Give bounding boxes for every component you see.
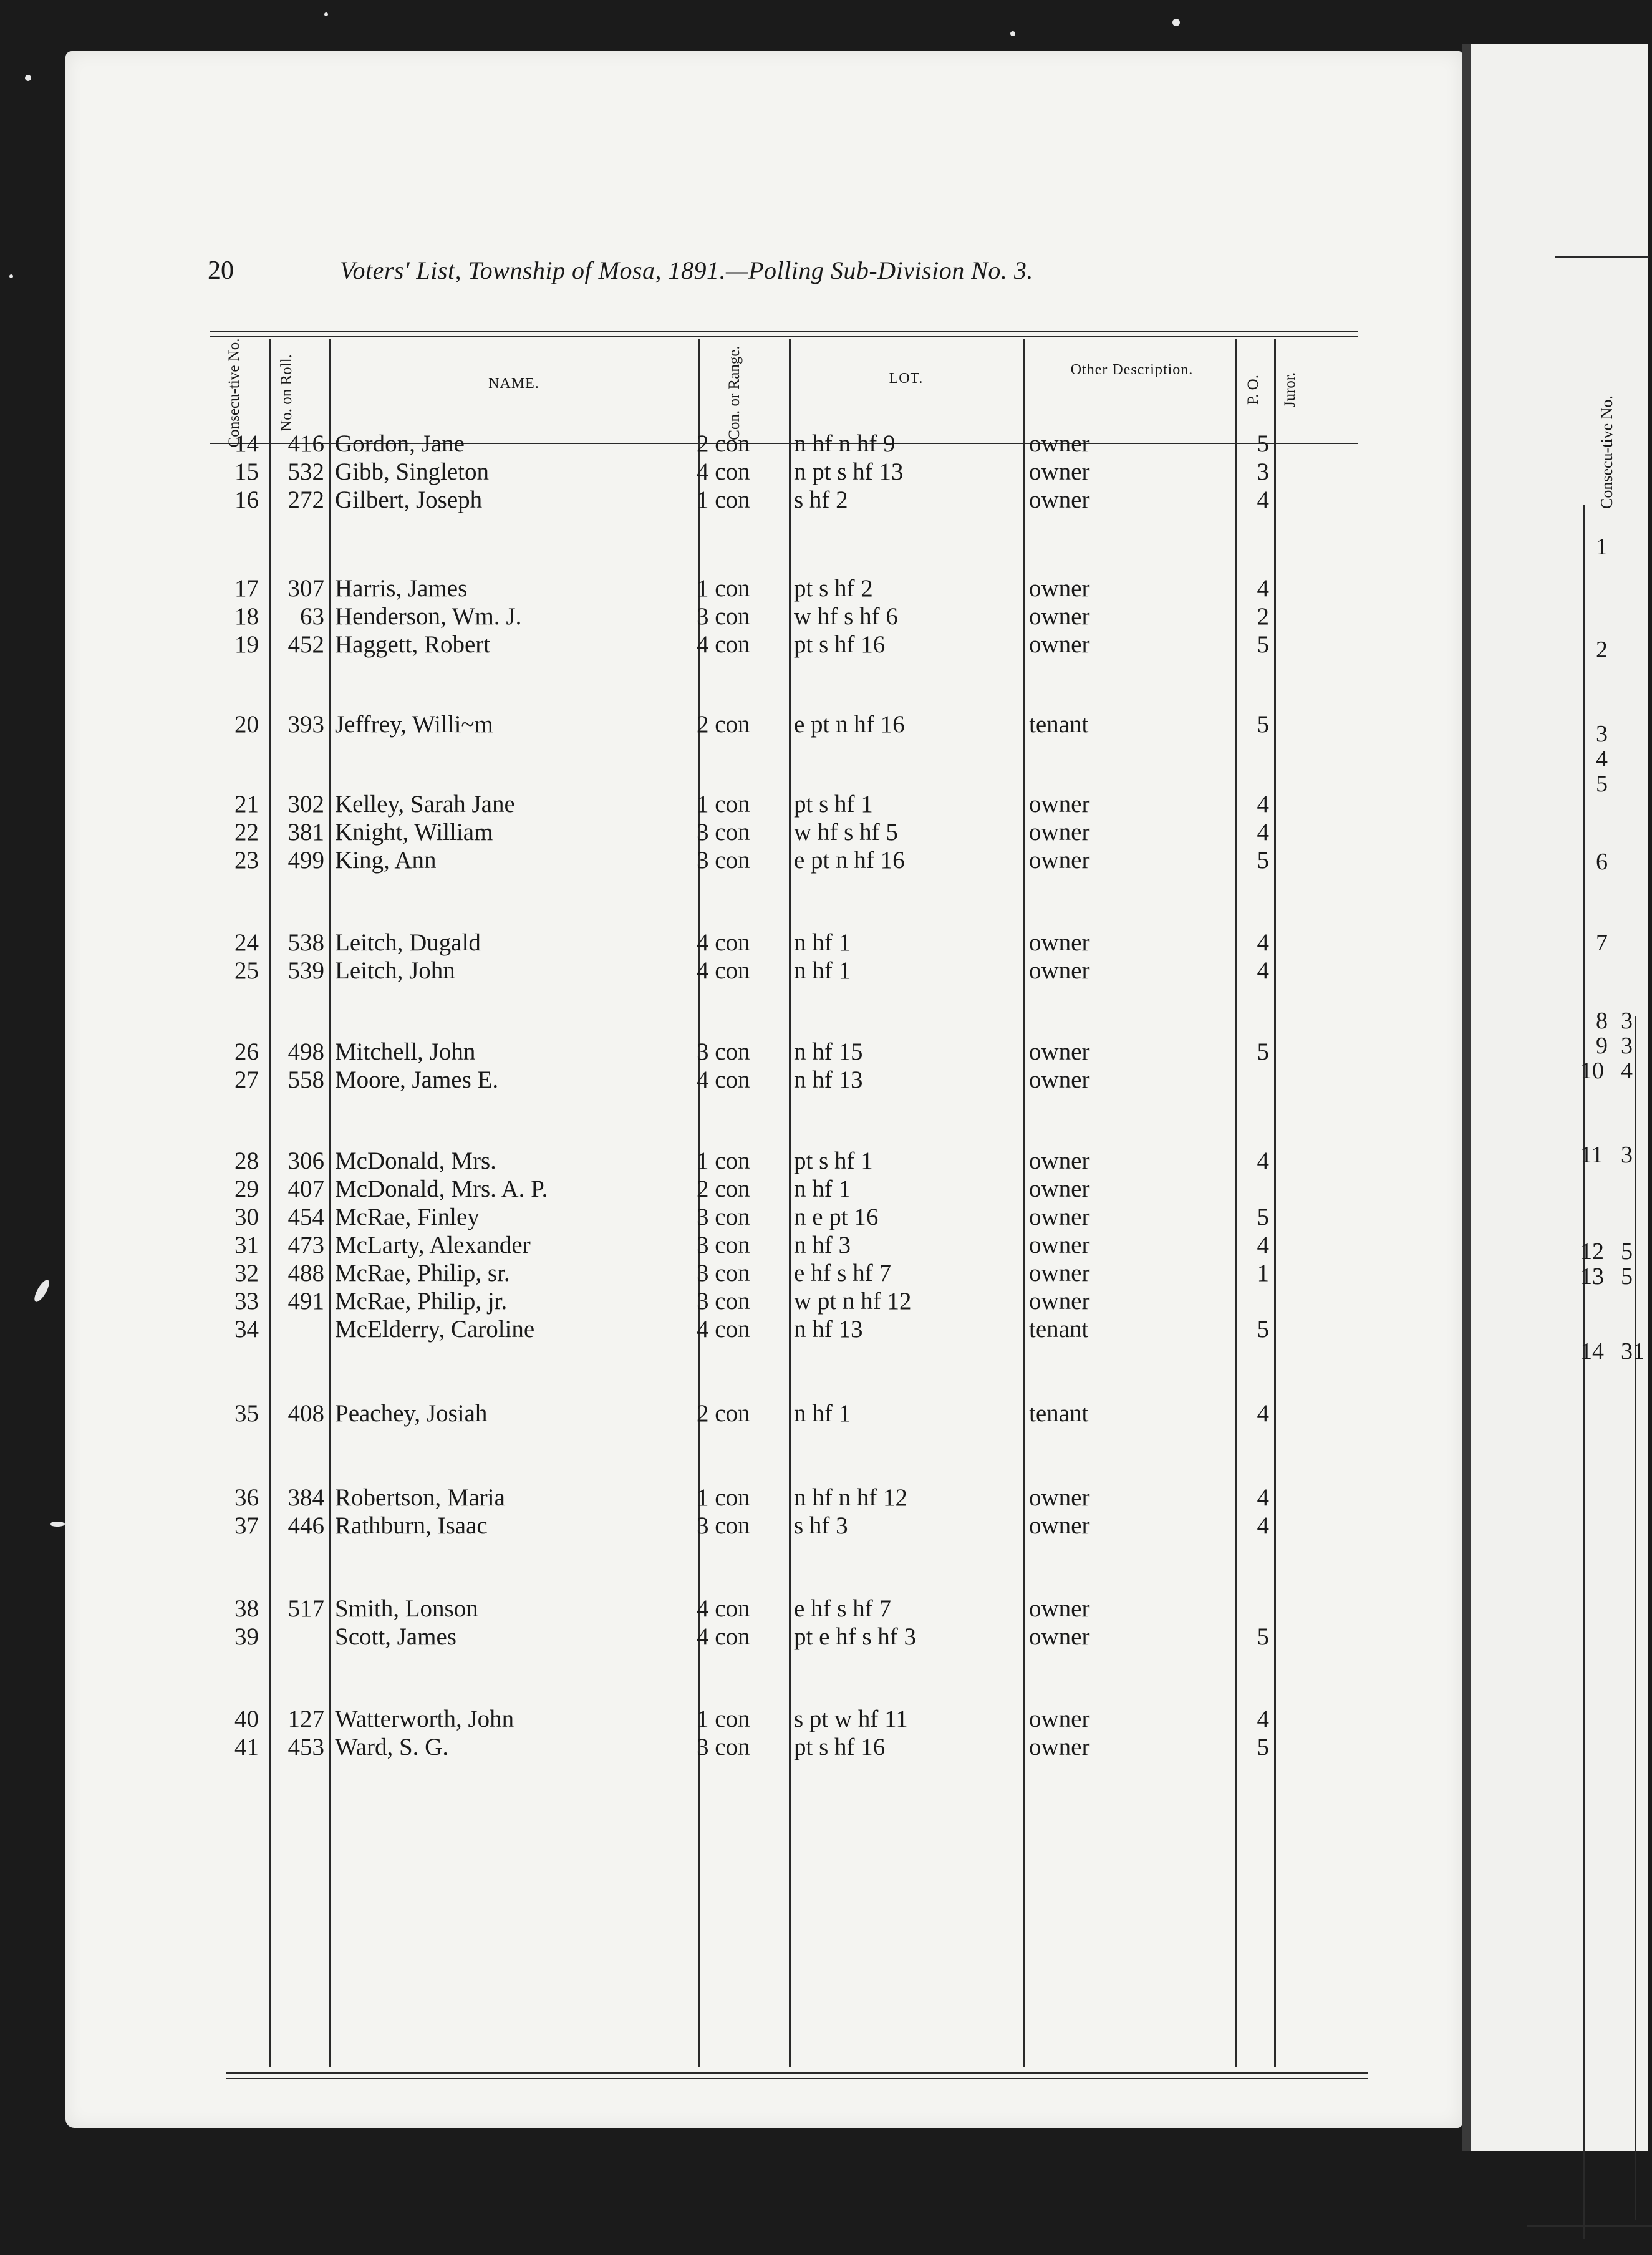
con-cell: 3 con [697, 1512, 750, 1539]
bottom-rule-2 [226, 2078, 1368, 2079]
consecutive-no-cell: 38 [234, 1595, 259, 1622]
table-row [65, 486, 1462, 514]
table-row [65, 1706, 1462, 1733]
roll-no-cell: 272 [287, 486, 324, 513]
name-cell: Henderson, Wm. J. [335, 603, 522, 630]
lot-cell: n hf n hf 9 [794, 430, 896, 457]
lot-cell: pt e hf s hf 3 [794, 1623, 917, 1650]
lot-cell: pt s hf 1 [794, 791, 873, 818]
description-cell: owner [1029, 1623, 1090, 1650]
right-roll-fragment: 3 [1621, 1008, 1633, 1034]
description-cell: owner [1029, 929, 1090, 956]
lot-cell: e pt n hf 16 [794, 847, 905, 874]
table-row [65, 1232, 1462, 1259]
name-cell: Rathburn, Isaac [335, 1512, 488, 1539]
name-cell: Gibb, Singleton [335, 458, 490, 485]
right-consecutive-no: 1 [1596, 534, 1608, 560]
table-row [65, 1512, 1462, 1540]
con-cell: 4 con [697, 458, 750, 485]
con-cell: 3 con [697, 1038, 750, 1065]
description-cell: owner [1029, 1484, 1090, 1511]
con-cell: 4 con [697, 631, 750, 658]
table-row [65, 1400, 1462, 1427]
name-cell: McRae, Philip, jr. [335, 1288, 508, 1315]
con-cell: 3 con [697, 1260, 750, 1287]
col-header-lot: LOT. [889, 370, 924, 387]
consecutive-no-cell: 26 [234, 1038, 259, 1065]
table-row [65, 847, 1462, 874]
con-cell: 1 con [697, 791, 750, 818]
post-office-cell: 5 [1257, 631, 1269, 658]
con-cell: 4 con [697, 1623, 750, 1650]
roll-no-cell: 532 [287, 458, 324, 485]
name-cell: Ward, S. G. [335, 1734, 449, 1760]
table-row [65, 929, 1462, 957]
page-title: Voters' List, Township of Mosa, 1891.—Polling Sub-Division No. 3. [340, 256, 1033, 284]
description-cell: owner [1029, 1260, 1090, 1287]
right-consecutive-no: 8 [1596, 1008, 1608, 1034]
roll-no-cell: 381 [287, 819, 324, 846]
name-cell: Moore, James E. [335, 1066, 499, 1093]
consecutive-no-cell: 31 [234, 1232, 259, 1258]
con-cell: 3 con [697, 847, 750, 874]
table-row [65, 430, 1462, 458]
consecutive-no-cell: 14 [234, 430, 259, 457]
lot-cell: s pt w hf 11 [794, 1706, 908, 1732]
description-cell: owner [1029, 1734, 1090, 1760]
con-cell: 3 con [697, 1288, 750, 1315]
consecutive-no-cell: 34 [234, 1316, 259, 1343]
lot-cell: pt s hf 1 [794, 1147, 873, 1174]
right-top-rule [1555, 256, 1649, 258]
description-cell: owner [1029, 575, 1090, 602]
right-consecutive-no: 11 [1580, 1142, 1603, 1168]
con-cell: 3 con [697, 819, 750, 846]
name-cell: Watterworth, John [335, 1706, 514, 1732]
description-cell: owner [1029, 1706, 1090, 1732]
right-roll-fragment: 4 [1621, 1058, 1633, 1084]
table-row [65, 1316, 1462, 1343]
name-cell: Gilbert, Joseph [335, 486, 483, 513]
description-cell: owner [1029, 957, 1090, 984]
table-row [65, 791, 1462, 818]
name-cell: McRae, Philip, sr. [335, 1260, 510, 1287]
lot-cell: s hf 3 [794, 1512, 848, 1539]
post-office-cell: 5 [1257, 1316, 1269, 1343]
right-roll-fragment: 3 [1621, 1142, 1633, 1168]
right-col-header: Consecu-tive No. [1598, 395, 1616, 509]
post-office-cell: 4 [1257, 819, 1269, 846]
col-header-other-description: Other Description. [1070, 362, 1194, 378]
lot-cell: n hf 3 [794, 1232, 851, 1258]
page-number: 20 [208, 256, 234, 285]
table-row [65, 1595, 1462, 1623]
lot-cell: w hf s hf 6 [794, 603, 898, 630]
table-row [65, 575, 1462, 602]
consecutive-no-cell: 29 [234, 1176, 259, 1202]
lot-cell: w hf s hf 5 [794, 819, 898, 846]
right-consecutive-no: 13 [1580, 1263, 1604, 1290]
name-cell: Robertson, Maria [335, 1484, 505, 1511]
right-consecutive-no: 10 [1580, 1058, 1604, 1084]
con-cell: 3 con [697, 1734, 750, 1760]
right-roll-fragment: 31 [1621, 1338, 1645, 1364]
description-cell: owner [1029, 1595, 1090, 1622]
col-header-juror: Juror. [1282, 372, 1298, 408]
post-office-cell: 4 [1257, 1147, 1269, 1174]
con-cell: 3 con [697, 1232, 750, 1258]
con-cell: 3 con [697, 1204, 750, 1230]
con-cell: 4 con [697, 929, 750, 956]
right-consecutive-no: 12 [1580, 1239, 1604, 1265]
consecutive-no-cell: 17 [234, 575, 259, 602]
lot-cell: pt s hf 2 [794, 575, 873, 602]
name-cell: Scott, James [335, 1623, 456, 1650]
roll-no-cell: 491 [287, 1288, 324, 1315]
name-cell: Smith, Lonson [335, 1595, 478, 1622]
consecutive-no-cell: 21 [234, 791, 259, 818]
col-header-po: P. O. [1245, 375, 1262, 405]
roll-no-cell: 302 [287, 791, 324, 818]
bottom-rule [226, 2072, 1368, 2074]
con-cell: 4 con [697, 1066, 750, 1093]
roll-no-cell: 63 [300, 603, 324, 630]
right-roll-fragment: 5 [1621, 1239, 1633, 1265]
description-cell: owner [1029, 603, 1090, 630]
con-cell: 3 con [697, 603, 750, 630]
table-row [65, 957, 1462, 985]
consecutive-no-cell: 16 [234, 486, 259, 513]
con-cell: 1 con [697, 1147, 750, 1174]
description-cell: owner [1029, 791, 1090, 818]
table-row [65, 1734, 1462, 1761]
right-consecutive-no: 5 [1596, 771, 1608, 797]
right-roll-fragment: 5 [1621, 1263, 1633, 1290]
name-cell: McElderry, Caroline [335, 1316, 535, 1343]
con-cell: 4 con [697, 1316, 750, 1343]
description-cell: owner [1029, 847, 1090, 874]
description-cell: owner [1029, 430, 1090, 457]
roll-no-cell: 407 [287, 1176, 324, 1202]
post-office-cell: 3 [1257, 458, 1269, 485]
post-office-cell: 5 [1257, 1734, 1269, 1760]
description-cell: owner [1029, 1038, 1090, 1065]
roll-no-cell: 538 [287, 929, 324, 956]
consecutive-no-cell: 24 [234, 929, 259, 956]
roll-no-cell: 498 [287, 1038, 324, 1065]
roll-no-cell: 384 [287, 1484, 324, 1511]
description-cell: owner [1029, 1232, 1090, 1258]
roll-no-cell: 306 [287, 1147, 324, 1174]
lot-cell: n hf 13 [794, 1066, 863, 1093]
right-col-divider-2 [1635, 1016, 1636, 2220]
name-cell: Leitch, John [335, 957, 455, 984]
lot-cell: e pt n hf 16 [794, 711, 905, 738]
con-cell: 2 con [697, 1176, 750, 1202]
consecutive-no-cell: 15 [234, 458, 259, 485]
name-cell: Harris, James [335, 575, 468, 602]
post-office-cell: 5 [1257, 1204, 1269, 1230]
consecutive-no-cell: 27 [234, 1066, 259, 1093]
con-cell: 1 con [697, 575, 750, 602]
lot-cell: n hf 13 [794, 1316, 863, 1343]
consecutive-no-cell: 25 [234, 957, 259, 984]
page-header [65, 256, 1462, 293]
consecutive-no-cell: 19 [234, 631, 259, 658]
post-office-cell: 2 [1257, 603, 1269, 630]
post-office-cell: 5 [1257, 847, 1269, 874]
table-row [65, 819, 1462, 846]
roll-no-cell: 452 [287, 631, 324, 658]
roll-no-cell: 558 [287, 1066, 324, 1093]
consecutive-no-cell: 40 [234, 1706, 259, 1732]
con-cell: 1 con [697, 486, 750, 513]
table-row [65, 1204, 1462, 1231]
consecutive-no-cell: 36 [234, 1484, 259, 1511]
roll-no-cell: 127 [287, 1706, 324, 1732]
description-cell: owner [1029, 458, 1090, 485]
col-header-con: Con. or Range. [726, 345, 743, 440]
lot-cell: e hf s hf 7 [794, 1260, 891, 1287]
table-row [65, 1623, 1462, 1651]
con-cell: 2 con [697, 711, 750, 738]
post-office-cell: 4 [1257, 791, 1269, 818]
description-cell: owner [1029, 486, 1090, 513]
col-header-roll: No. on Roll. [278, 354, 295, 432]
post-office-cell: 5 [1257, 1038, 1269, 1065]
roll-no-cell: 473 [287, 1232, 324, 1258]
lot-cell: pt s hf 16 [794, 631, 886, 658]
name-cell: Kelley, Sarah Jane [335, 791, 515, 818]
con-cell: 1 con [697, 1706, 750, 1732]
description-cell: owner [1029, 819, 1090, 846]
description-cell: owner [1029, 631, 1090, 658]
consecutive-no-cell: 23 [234, 847, 259, 874]
name-cell: Leitch, Dugald [335, 929, 481, 956]
consecutive-no-cell: 41 [234, 1734, 259, 1760]
name-cell: Mitchell, John [335, 1038, 476, 1065]
table-row [65, 1176, 1462, 1203]
lot-cell: pt s hf 16 [794, 1734, 886, 1760]
name-cell: Knight, William [335, 819, 493, 846]
roll-no-cell: 416 [287, 430, 324, 457]
roll-no-cell: 517 [287, 1595, 324, 1622]
lot-cell: n hf 15 [794, 1038, 863, 1065]
con-cell: 2 con [697, 430, 750, 457]
post-office-cell: 4 [1257, 1512, 1269, 1539]
col-header-consecutive: Consecu-tive No. [226, 338, 243, 448]
name-cell: Jeffrey, Willi~m [335, 711, 493, 738]
post-office-cell: 4 [1257, 575, 1269, 602]
right-consecutive-no: 6 [1596, 849, 1608, 875]
name-cell: Haggett, Robert [335, 631, 491, 658]
table-row [65, 631, 1462, 659]
table-row [65, 603, 1462, 630]
consecutive-no-cell: 32 [234, 1260, 259, 1287]
lot-cell: n hf 1 [794, 1400, 851, 1427]
consecutive-no-cell: 39 [234, 1623, 259, 1650]
right-col-divider [1583, 505, 1585, 2239]
roll-no-cell: 408 [287, 1400, 324, 1427]
consecutive-no-cell: 28 [234, 1147, 259, 1174]
consecutive-no-cell: 30 [234, 1204, 259, 1230]
name-cell: McDonald, Mrs. A. P. [335, 1176, 548, 1202]
description-cell: owner [1029, 1512, 1090, 1539]
lot-cell: n hf n hf 12 [794, 1484, 907, 1511]
table-row [65, 1260, 1462, 1287]
roll-no-cell: 488 [287, 1260, 324, 1287]
right-page-fragment [1462, 44, 1648, 2151]
consecutive-no-cell: 20 [234, 711, 259, 738]
consecutive-no-cell: 22 [234, 819, 259, 846]
consecutive-no-cell: 18 [234, 603, 259, 630]
left-page [65, 51, 1462, 2128]
consecutive-no-cell: 33 [234, 1288, 259, 1315]
lot-cell: e hf s hf 7 [794, 1595, 891, 1622]
right-consecutive-no: 3 [1596, 721, 1608, 747]
roll-no-cell: 307 [287, 575, 324, 602]
con-cell: 1 con [697, 1484, 750, 1511]
post-office-cell: 4 [1257, 1706, 1269, 1732]
roll-no-cell: 453 [287, 1734, 324, 1760]
lot-cell: n hf 1 [794, 929, 851, 956]
consecutive-no-cell: 37 [234, 1512, 259, 1539]
table-row [65, 711, 1462, 738]
table-row [65, 458, 1462, 486]
name-cell: McLarty, Alexander [335, 1232, 531, 1258]
post-office-cell: 1 [1257, 1260, 1269, 1287]
post-office-cell: 5 [1257, 1623, 1269, 1650]
right-consecutive-no: 14 [1580, 1338, 1604, 1364]
lot-cell: n hf 1 [794, 1176, 851, 1202]
lot-cell: n pt s hf 13 [794, 458, 904, 485]
lot-cell: s hf 2 [794, 486, 848, 513]
description-cell: tenant [1029, 711, 1089, 738]
lot-cell: n e pt 16 [794, 1204, 879, 1230]
post-office-cell: 4 [1257, 1232, 1269, 1258]
right-consecutive-no: 4 [1596, 746, 1608, 772]
roll-no-cell: 454 [287, 1204, 324, 1230]
right-roll-fragment: 3 [1621, 1033, 1633, 1059]
roll-no-cell: 499 [287, 847, 324, 874]
description-cell: owner [1029, 1288, 1090, 1315]
post-office-cell: 4 [1257, 957, 1269, 984]
name-cell: McDonald, Mrs. [335, 1147, 496, 1174]
roll-no-cell: 393 [287, 711, 324, 738]
table-row [65, 1484, 1462, 1512]
name-cell: King, Ann [335, 847, 437, 874]
description-cell: tenant [1029, 1316, 1089, 1343]
right-consecutive-no: 9 [1596, 1033, 1608, 1059]
right-consecutive-no: 2 [1596, 637, 1608, 663]
description-cell: owner [1029, 1204, 1090, 1230]
post-office-cell: 5 [1257, 711, 1269, 738]
post-office-cell: 4 [1257, 1400, 1269, 1427]
post-office-cell: 4 [1257, 929, 1269, 956]
table-row [65, 1038, 1462, 1066]
con-cell: 4 con [697, 1595, 750, 1622]
post-office-cell: 5 [1257, 430, 1269, 457]
top-rule-2 [210, 336, 1358, 337]
post-office-cell: 4 [1257, 486, 1269, 513]
col-header-name: NAME. [488, 375, 539, 392]
description-cell: owner [1029, 1147, 1090, 1174]
table-row [65, 1066, 1462, 1094]
lot-cell: n hf 1 [794, 957, 851, 984]
name-cell: Peachey, Josiah [335, 1400, 488, 1427]
con-cell: 2 con [697, 1400, 750, 1427]
right-bottom-rule [1527, 2225, 1652, 2227]
table-row [65, 1147, 1462, 1175]
roll-no-cell: 539 [287, 957, 324, 984]
name-cell: Gordon, Jane [335, 430, 465, 457]
description-cell: owner [1029, 1066, 1090, 1093]
description-cell: tenant [1029, 1400, 1089, 1427]
right-consecutive-no: 7 [1596, 930, 1608, 956]
lot-cell: w pt n hf 12 [794, 1288, 912, 1315]
post-office-cell: 4 [1257, 1484, 1269, 1511]
name-cell: McRae, Finley [335, 1204, 480, 1230]
top-rule [210, 331, 1358, 332]
consecutive-no-cell: 35 [234, 1400, 259, 1427]
table-row [65, 1288, 1462, 1315]
description-cell: owner [1029, 1176, 1090, 1202]
roll-no-cell: 446 [287, 1512, 324, 1539]
con-cell: 4 con [697, 957, 750, 984]
